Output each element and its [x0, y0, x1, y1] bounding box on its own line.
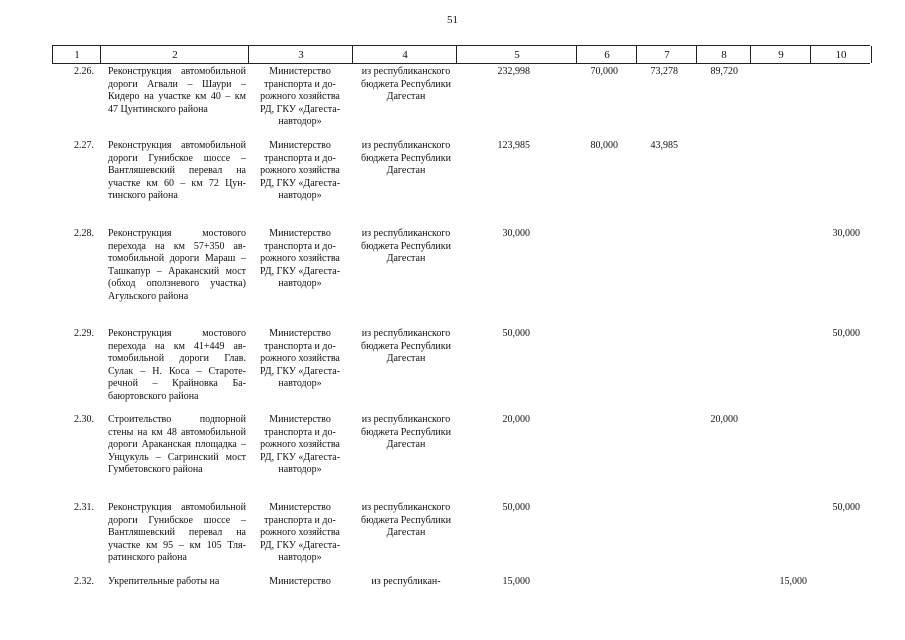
row-cell-executor: Министерство транспорта и дорожного хозяйства РД, ГКУ «Дагестанавтодор» [259, 140, 341, 201]
row-cell-executor: Министерство транспорта и дорожного хозяйства РД, ГКУ «Дагестанавтодор» [259, 328, 341, 389]
row-cell-c10: 50,000 [832, 328, 860, 339]
row-cell-total: 50,000 [502, 502, 530, 513]
row-cell-c6: 80,000 [590, 140, 618, 151]
row-cell-num: 2.26. [74, 66, 94, 77]
row-cell-source: из республиканского бюджета Республики Дагестан [361, 140, 451, 176]
row-cell-num: 2.29. [74, 328, 94, 339]
row-cell-c8: 20,000 [710, 414, 738, 425]
row-cell-executor: Министерство транспорта и дорожного хозяйства РД, ГКУ «Дагестанавтодор» [259, 228, 341, 289]
row-cell-total: 20,000 [502, 414, 530, 425]
column-header-6: 6 [576, 46, 637, 63]
row-cell-num: 2.32. [74, 576, 94, 587]
column-header-7: 7 [636, 46, 697, 63]
row-cell-total: 30,000 [502, 228, 530, 239]
row-cell-executor: Министерство транспорта и дорожного хозяйства РД, ГКУ «Дагестанавтодор» [259, 502, 341, 563]
row-cell-name: Укрепительные работы на [108, 576, 220, 587]
row-cell-source: из республиканского бюджета Республики Дагестан [361, 328, 451, 364]
row-cell-num: 2.31. [74, 502, 94, 513]
row-cell-c8: 89,720 [710, 66, 738, 77]
row-cell-num: 2.30. [74, 414, 94, 425]
column-header-8: 8 [696, 46, 751, 63]
row-cell-total: 50,000 [502, 328, 530, 339]
row-cell-c10: 30,000 [832, 228, 860, 239]
row-cell-c7: 73,278 [650, 66, 678, 77]
row-cell-executor: Министерство транспорта и дорожного хозяйства РД, ГКУ «Дагестанавтодор» [259, 414, 341, 475]
page-number: 51 [447, 14, 458, 26]
row-cell-c9: 15,000 [779, 576, 807, 587]
row-cell-total: 232,998 [497, 66, 530, 77]
row-cell-executor: Министерство транспорта и дорожного хозяйства РД, ГКУ «Дагестанавтодор» [259, 66, 341, 127]
row-cell-source: из республиканского бюджета Республики Дагестан [361, 228, 451, 264]
row-cell-name: Реконструкция мостового перехода на км 57+350 автомобильной дороги Мараш – Ташкапур – Араканский мост (обход оползневого участка) Агульского района [108, 228, 246, 302]
row-cell-total: 15,000 [502, 576, 530, 587]
row-cell-name: Реконструкция автомобильной дороги Гунибское шоссе – Вантляшевский перевал на участке км 60 – км 72 Цунтинского района [108, 140, 246, 201]
row-cell-c6: 70,000 [590, 66, 618, 77]
row-cell-num: 2.28. [74, 228, 94, 239]
row-cell-total: 123,985 [497, 140, 530, 151]
column-header-2: 2 [100, 46, 249, 63]
row-cell-name: Реконструкция автомобильной дороги Гунибское шоссе – Вантляшевский перевал на участке км 95 – км 105 Тляратинского района [108, 502, 246, 563]
row-cell-name: Реконструкция автомобильной дороги Агвали – Шаури – Кидеро на участке км 40 – км 47 Цунтинского района [108, 66, 246, 115]
row-cell-name: Строительство подпорной стены на км 48 автомобильной дороги Араканская площадка – Унцукуль – Сагринский мост Гумбетовского района [108, 414, 246, 475]
row-cell-executor: Министерство [269, 576, 331, 587]
column-header-10: 10 [810, 46, 872, 63]
column-header-3: 3 [248, 46, 353, 63]
row-cell-source: из республиканского бюджета Республики Дагестан [361, 502, 451, 538]
column-header-5: 5 [456, 46, 577, 63]
column-header-9: 9 [750, 46, 811, 63]
row-cell-source: из республиканского бюджета Республики Дагестан [361, 66, 451, 102]
column-header-4: 4 [352, 46, 457, 63]
row-cell-num: 2.27. [74, 140, 94, 151]
column-header-1: 1 [52, 46, 101, 63]
row-cell-c10: 50,000 [832, 502, 860, 513]
row-cell-name: Реконструкция мостового перехода на км 41+449 автомобильной дороги Глав. Сулак – Н. Коса – Старотеречной – Крайновка Бабаюртовского района [108, 328, 246, 402]
row-cell-c7: 43,985 [650, 140, 678, 151]
table-header-row [52, 45, 870, 64]
row-cell-source: из республикан- [371, 576, 441, 587]
row-cell-source: из республиканского бюджета Республики Дагестан [361, 414, 451, 450]
